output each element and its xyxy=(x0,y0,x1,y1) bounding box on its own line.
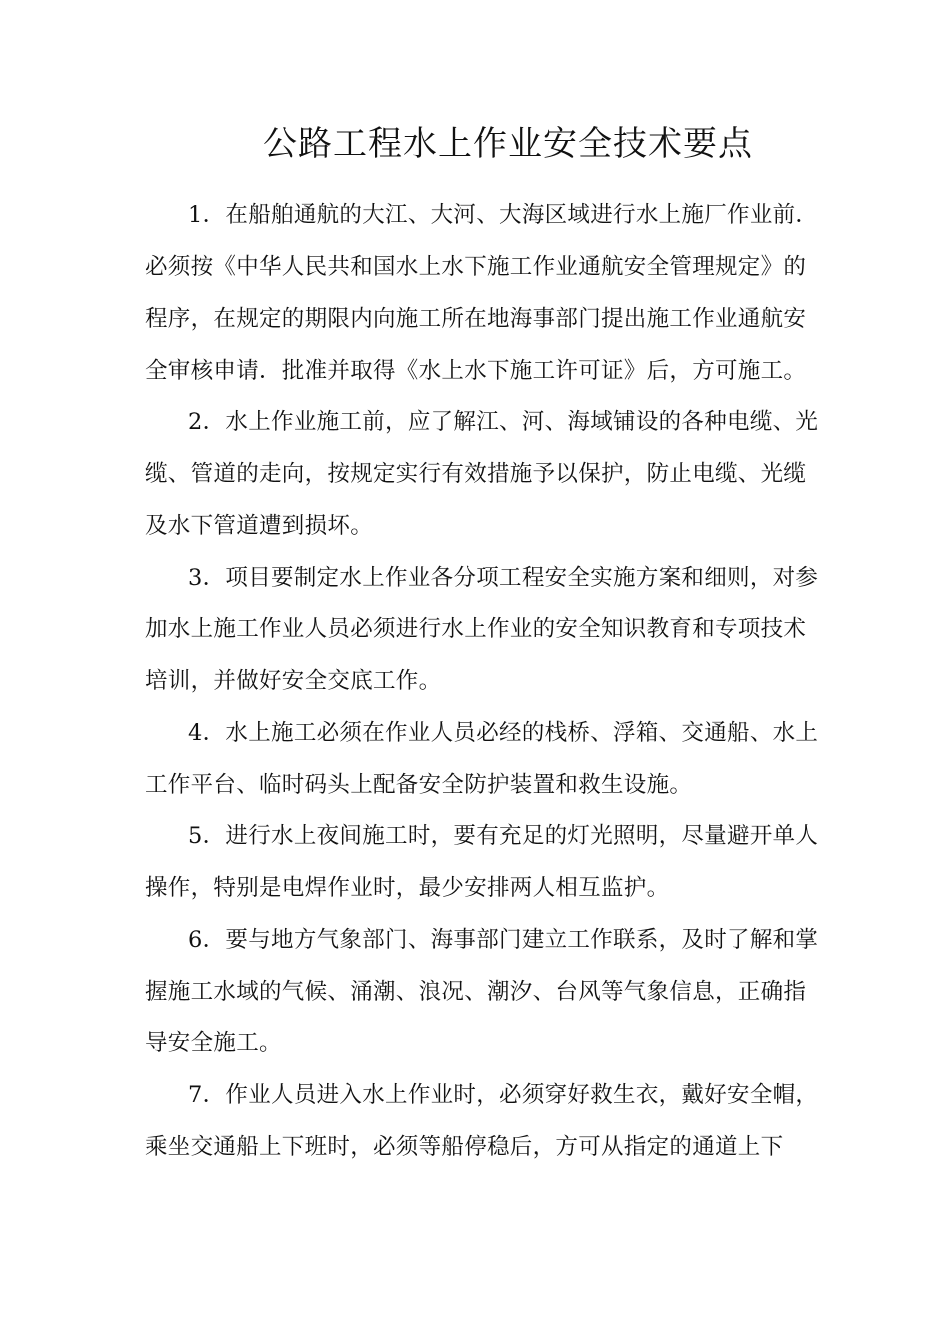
paragraph-line: 4．水上施工必须在作业人员必经的栈桥、浮箱、交通船、水上 xyxy=(188,720,819,746)
paragraph-line: 7．作业人员进入水上作业时，必须穿好救生衣，戴好安全帽， xyxy=(188,1082,819,1108)
paragraph-line: 握施工水域的气候、涌潮、浪况、潮汐、台风等气象信息，正确指 xyxy=(145,979,807,1005)
paragraph-line: 必须按《中华人民共和国水上水下施工作业通航安全管理规定》的 xyxy=(145,254,807,280)
paragraph-line: 5．进行水上夜间施工时，要有充足的灯光照明，尽量避开单人 xyxy=(188,823,819,849)
paragraph-line: 工作平台、临时码头上配备安全防护装置和救生设施。 xyxy=(145,772,693,798)
paragraph-line: 全审核申请．批准并取得《水上水下施工许可证》后，方可施工。 xyxy=(145,358,807,384)
paragraph-line: 1．在船舶通航的大江、大河、大海区域进行水上施厂作业前． xyxy=(188,202,819,228)
paragraph-line: 加水上施工作业人员必须进行水上作业的安全知识教育和专项技术 xyxy=(145,616,807,642)
document-title: 公路工程水上作业安全技术要点 xyxy=(263,124,753,164)
paragraph-line: 3．项目要制定水上作业各分项工程安全实施方案和细则，对参 xyxy=(188,565,819,591)
paragraph-line: 导安全施工。 xyxy=(145,1030,282,1056)
paragraph-line: 6．要与地方气象部门、海事部门建立工作联系，及时了解和掌 xyxy=(188,927,819,953)
paragraph-line: 及水下管道遭到损坏。 xyxy=(145,513,374,539)
paragraph-line: 缆、管道的走向，按规定实行有效措施予以保护，防止电缆、光缆 xyxy=(145,461,807,487)
paragraph-line: 2．水上作业施工前，应了解江、河、海域铺设的各种电缆、光 xyxy=(188,409,819,435)
paragraph-line: 操作，特别是电焊作业时，最少安排两人相互监护。 xyxy=(145,875,670,901)
paragraph-line: 乘坐交通船上下班时，必须等船停稳后，方可从指定的通道上下 xyxy=(145,1134,784,1160)
paragraph-line: 程序，在规定的期限内向施工所在地海事部门提出施工作业通航安 xyxy=(145,306,807,332)
paragraph-line: 培训，并做好安全交底工作。 xyxy=(145,668,442,694)
